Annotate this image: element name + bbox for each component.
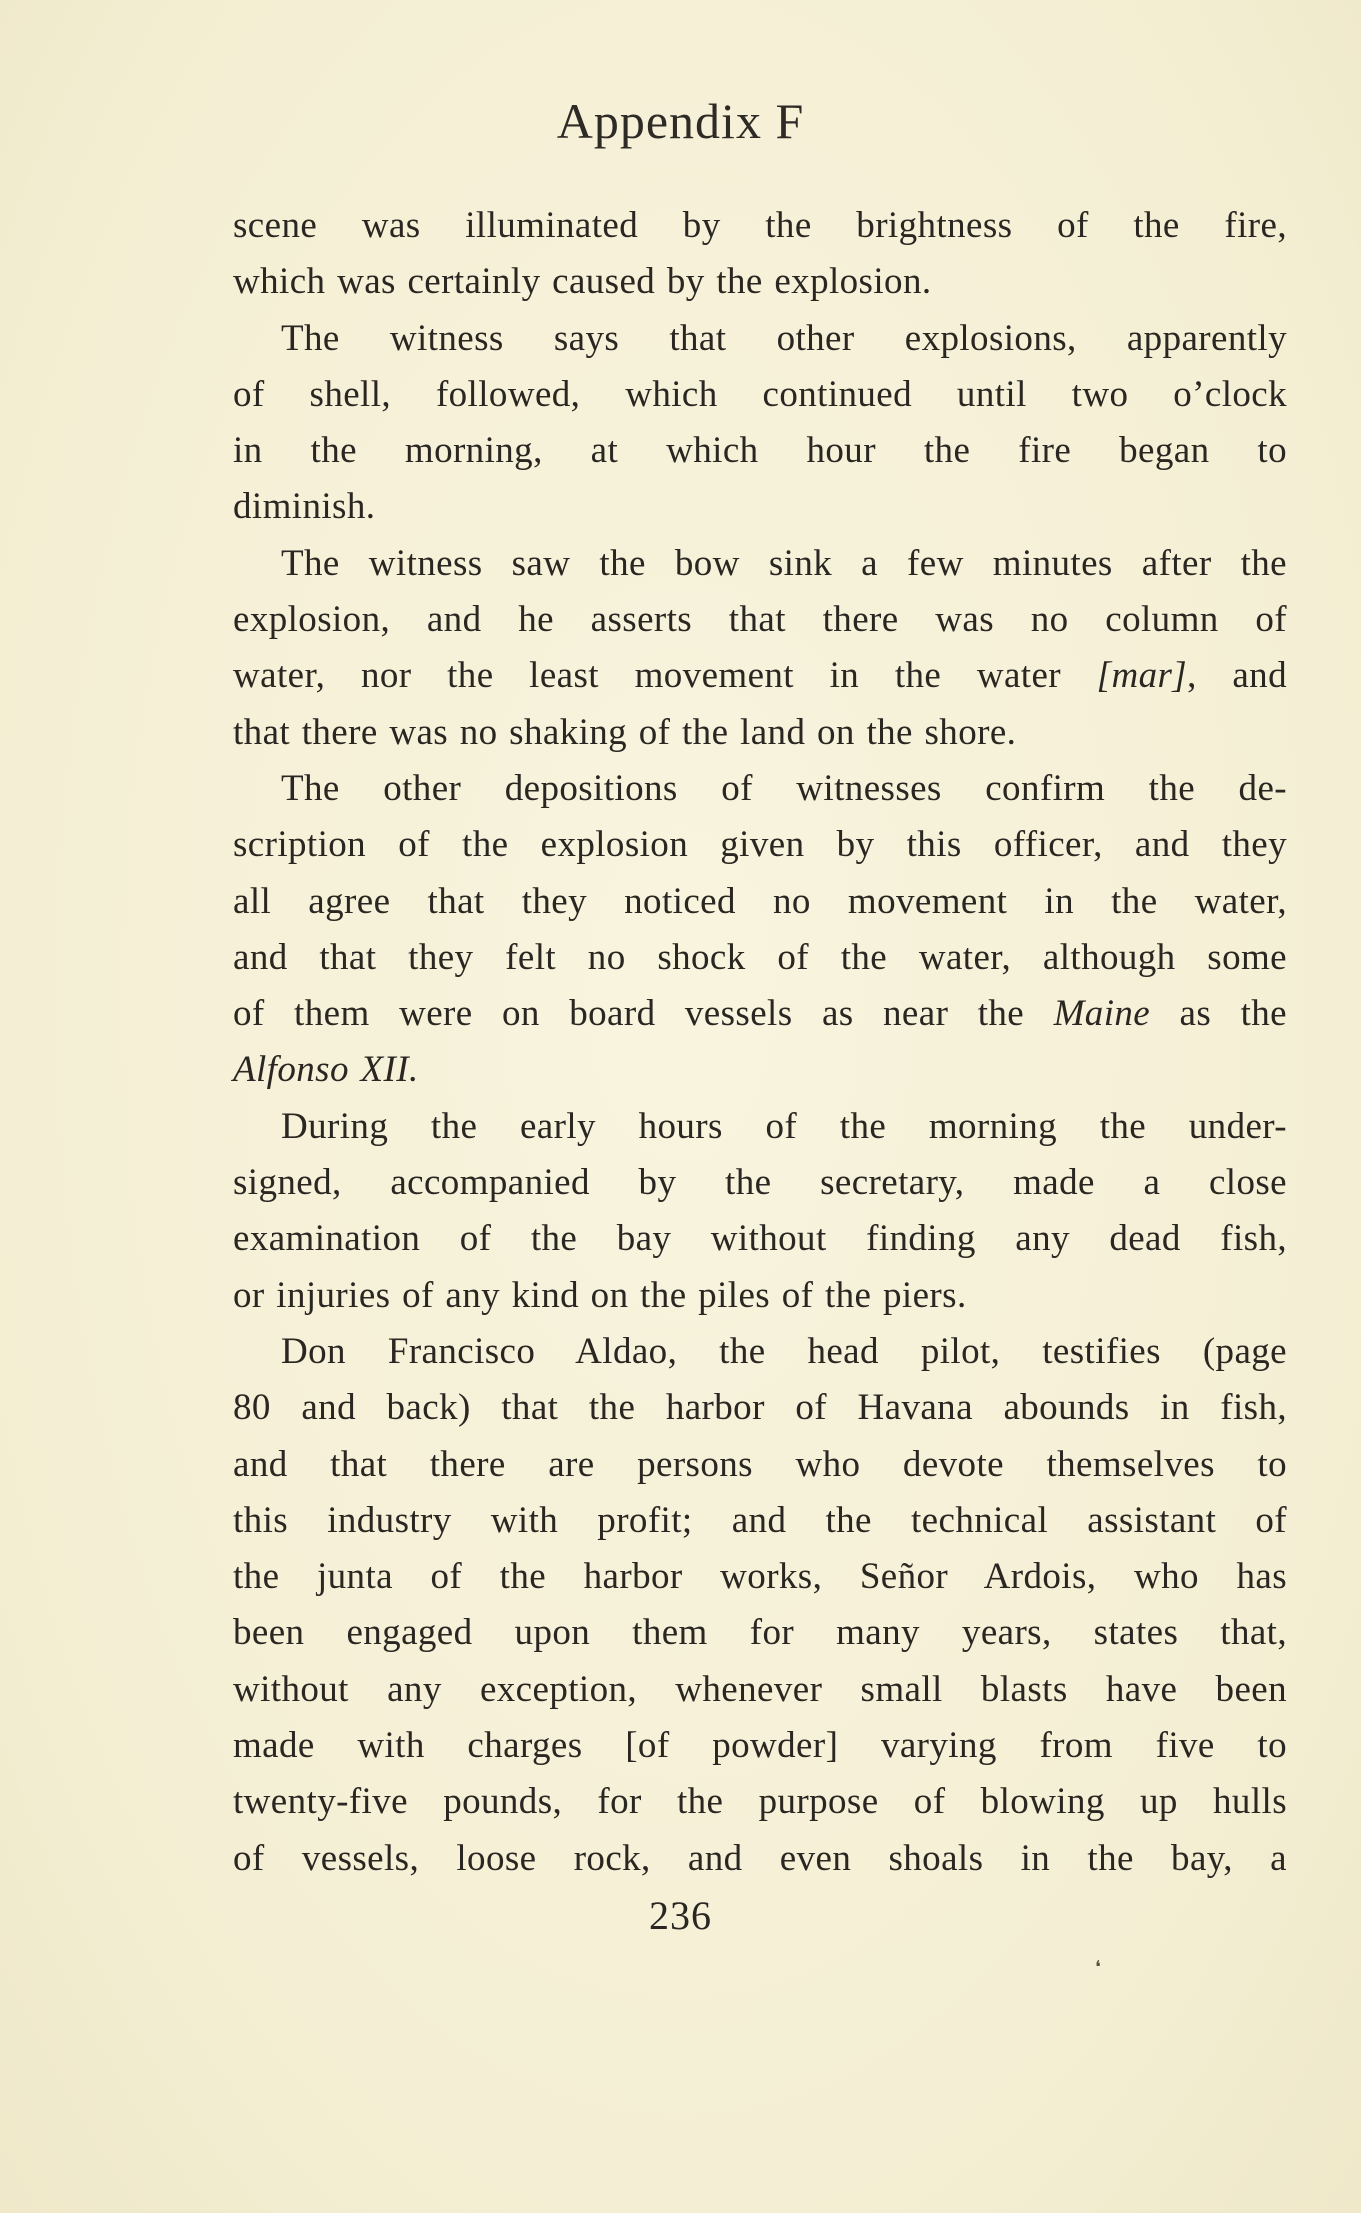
text-line <box>233 1380 1287 1436</box>
text-line <box>233 198 1287 254</box>
text-line <box>233 817 1287 873</box>
text-segment: which was certainly caused by the explosion. <box>233 261 932 303</box>
text-segment: signed, accompanied by the secretary, made a close <box>233 1162 1287 1204</box>
text-segment: all agree that they noticed no movement in the water, <box>233 880 1287 922</box>
text-segment: examination of the bay without finding any dead fish, <box>233 1218 1287 1260</box>
text-line <box>233 761 1287 817</box>
text-segment: and that there are persons who devote themselves to <box>233 1443 1287 1485</box>
text-line <box>233 1268 1287 1324</box>
text-segment: The witness saw the bow sink a few minutes after the <box>281 542 1287 584</box>
text-line <box>233 1099 1287 1155</box>
text-segment: in the morning, at which hour the fire began to <box>233 430 1287 472</box>
text-segment: During the early hours of the morning the under- <box>281 1105 1287 1147</box>
text-segment: made with charges [of powder] varying from five to <box>233 1725 1287 1767</box>
text-line <box>233 648 1287 704</box>
text-segment: of vessels, loose rock, and even shoals in the bay, a <box>233 1837 1287 1879</box>
text-segment: 80 and back) that the harbor of Havana abounds in fish, <box>233 1387 1287 1429</box>
text-segment: water, nor the least movement in the water <box>233 655 1097 697</box>
italic-text: Maine <box>1053 993 1151 1035</box>
text-segment: the junta of the harbor works, Señor Ardois, who has <box>233 1556 1287 1598</box>
text-line <box>233 1324 1287 1380</box>
text-line <box>233 1831 1287 1887</box>
text-line <box>233 367 1287 423</box>
text-segment: , and <box>1187 655 1287 697</box>
page-number: 236 <box>649 1893 712 1938</box>
text-line <box>233 423 1287 479</box>
text-line <box>233 1437 1287 1493</box>
text-line <box>233 536 1287 592</box>
text-line <box>233 1549 1287 1605</box>
text-segment: of shell, followed, which continued until two o’clock <box>233 373 1287 415</box>
text-line <box>233 1155 1287 1211</box>
italic-text: [mar] <box>1096 655 1188 697</box>
text-segment: Don Francisco Aldao, the head pilot, testifies (page <box>281 1330 1287 1372</box>
body-text <box>233 198 1287 1887</box>
running-head: Appendix F <box>556 93 805 149</box>
text-segment: as the <box>1150 993 1288 1035</box>
text-line <box>233 1042 1287 1098</box>
text-segment: this industry with profit; and the technical assistant of <box>233 1499 1287 1541</box>
text-line <box>233 479 1287 535</box>
text-segment: without any exception, whenever small blasts have been <box>233 1668 1287 1710</box>
text-line <box>233 311 1287 367</box>
text-line <box>233 874 1287 930</box>
text-segment: of them were on board vessels as near the <box>233 993 1054 1035</box>
text-segment: The witness says that other explosions, apparently <box>281 317 1287 359</box>
text-segment: and that they felt no shock of the water, although some <box>233 936 1287 978</box>
text-segment: The other depositions of witnesses confirm the de- <box>281 767 1287 809</box>
text-line <box>233 254 1287 310</box>
text-line <box>233 705 1287 761</box>
italic-text: Alfonso XII. <box>233 1049 419 1091</box>
text-segment: explosion, and he asserts that there was no column of <box>233 599 1287 641</box>
text-line <box>233 986 1287 1042</box>
text-line <box>233 1774 1287 1830</box>
text-line <box>233 1493 1287 1549</box>
text-segment: diminish. <box>233 486 376 528</box>
text-segment: scene was illuminated by the brightness of the fire, <box>233 205 1287 246</box>
text-line <box>233 1605 1287 1661</box>
text-segment: scription of the explosion given by this officer, and they <box>233 824 1287 866</box>
text-segment: that there was no shaking of the land on the shore. <box>233 711 1017 753</box>
print-speck: ❛ <box>1095 1957 1101 1977</box>
text-line <box>233 1662 1287 1718</box>
text-line <box>233 1718 1287 1774</box>
text-segment: been engaged upon them for many years, states that, <box>233 1612 1287 1654</box>
text-segment: twenty-five pounds, for the purpose of blowing up hulls <box>233 1781 1287 1823</box>
text-line <box>233 592 1287 648</box>
text-line <box>233 1211 1287 1267</box>
text-segment: or injuries of any kind on the piles of the piers. <box>233 1274 967 1316</box>
text-line <box>233 930 1287 986</box>
